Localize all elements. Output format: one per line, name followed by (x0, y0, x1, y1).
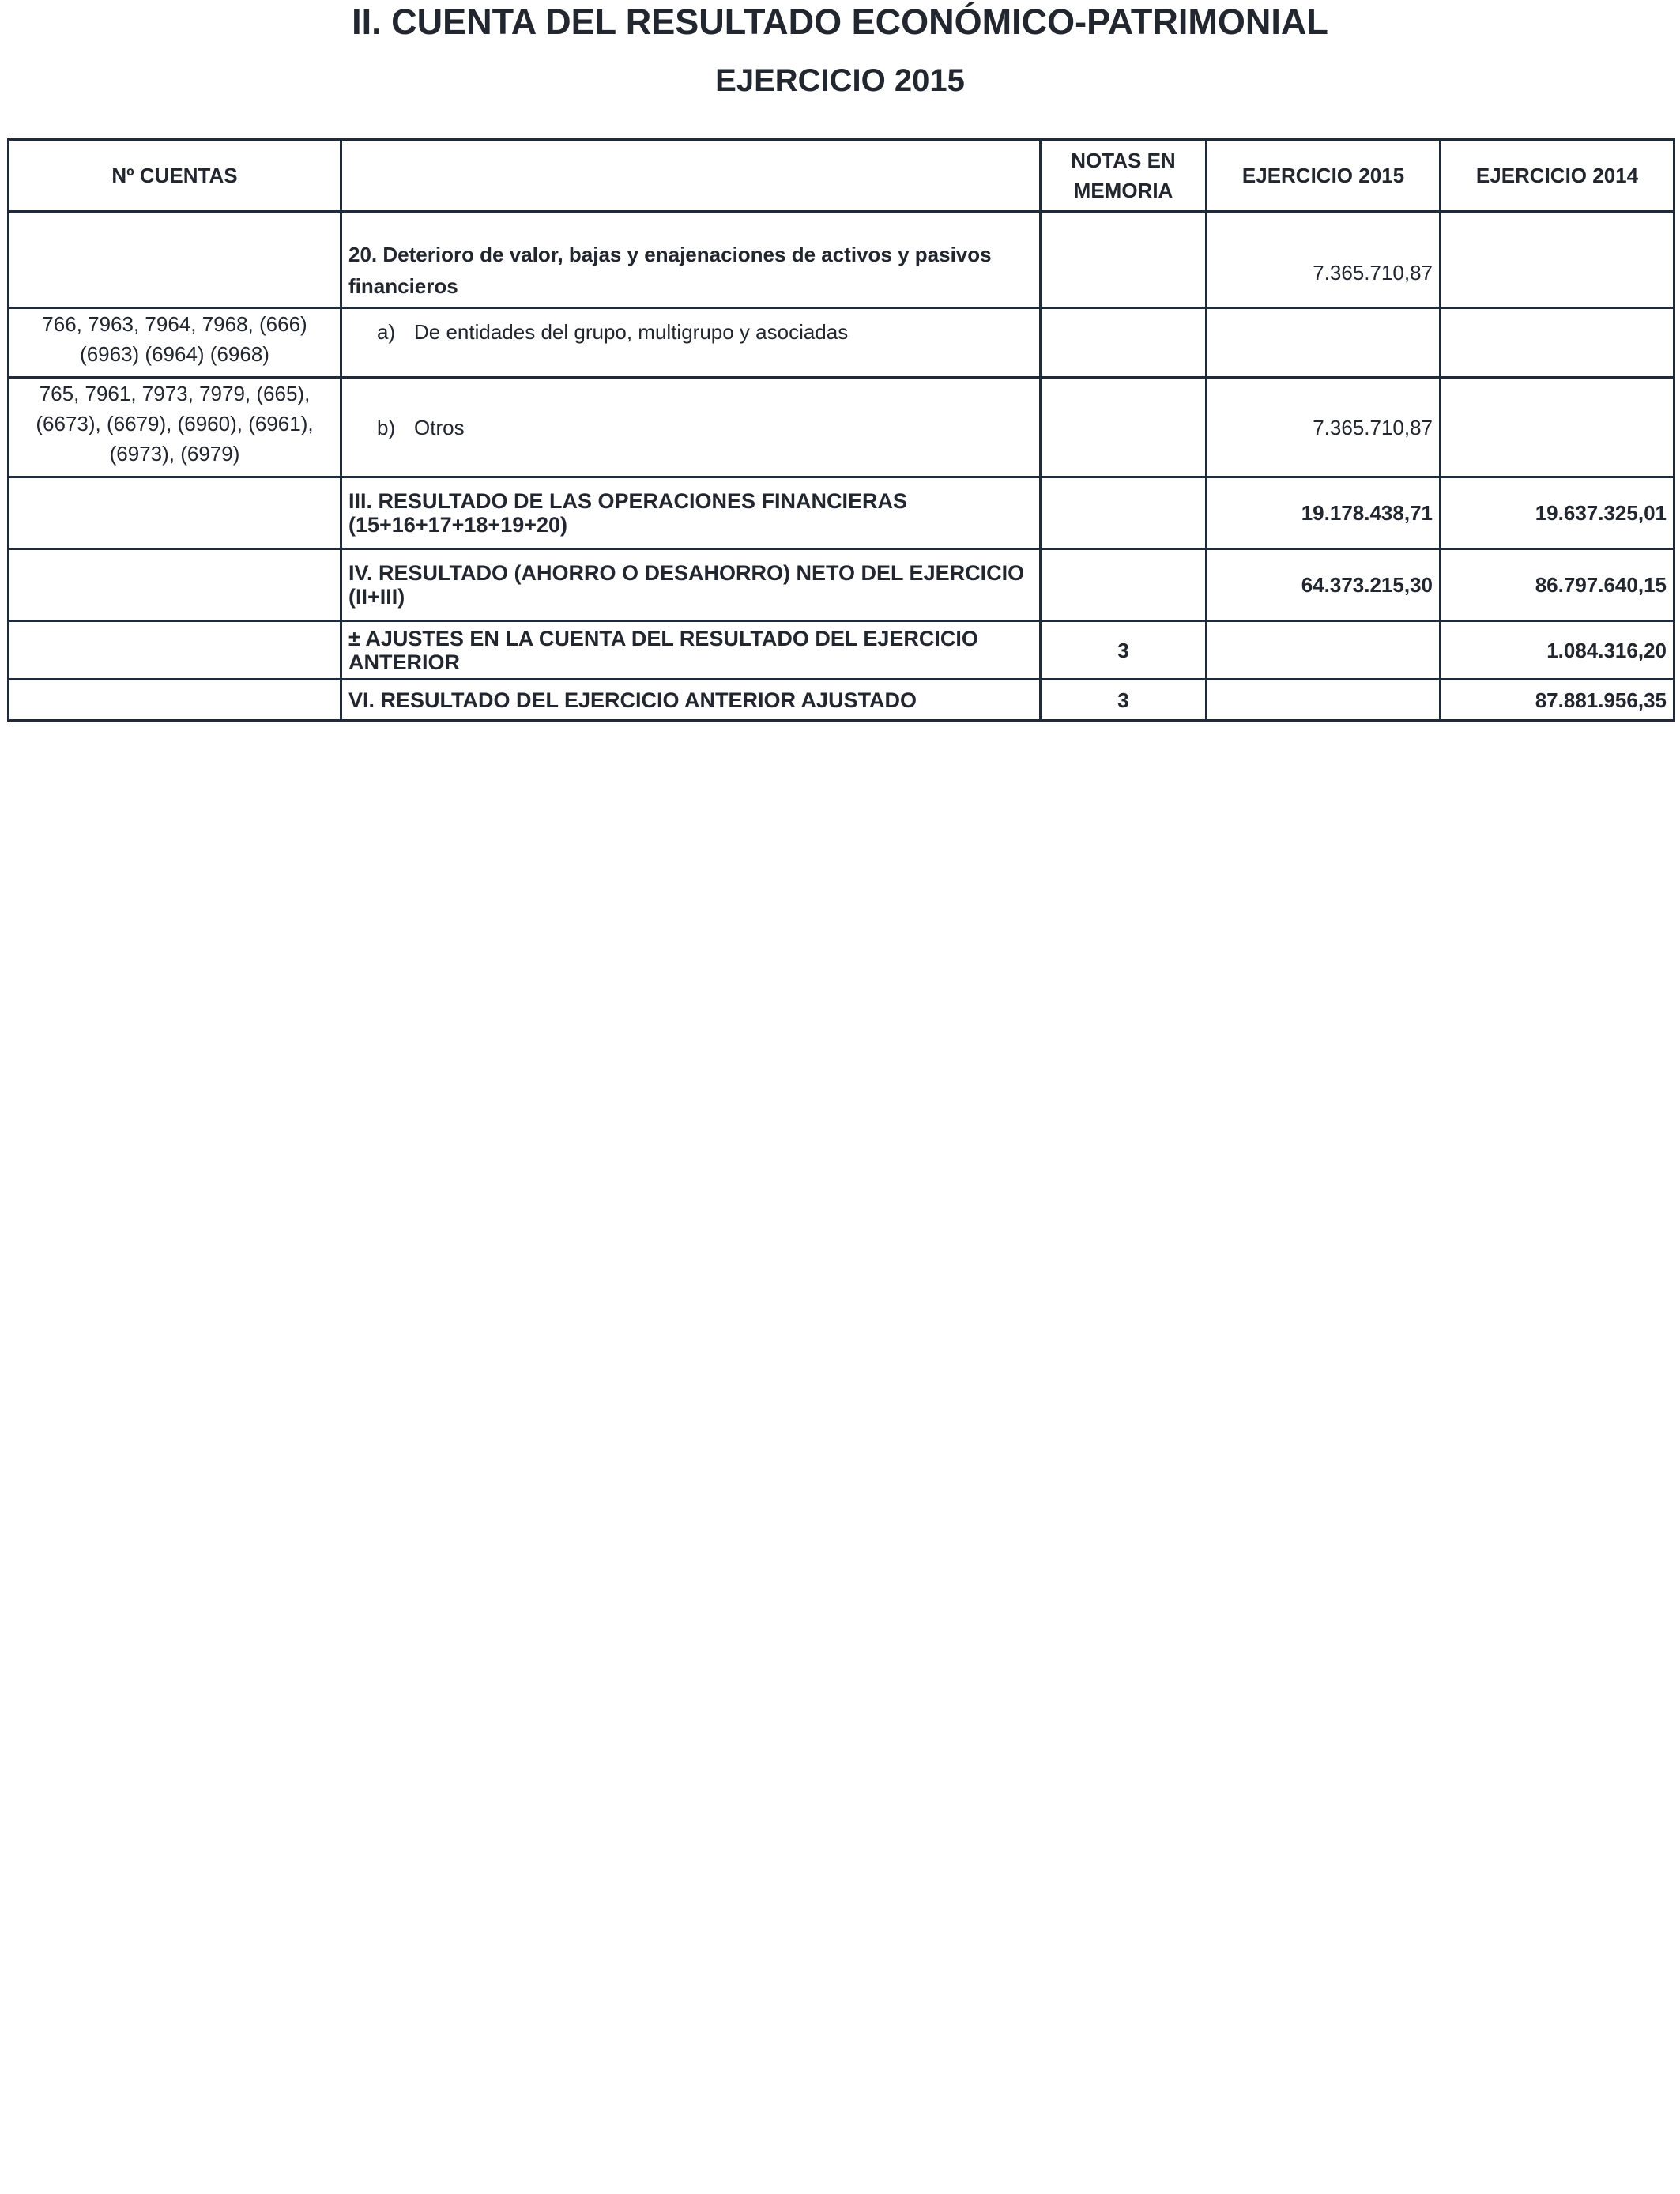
item-b-2015: 7.365.710,87 (1207, 378, 1441, 477)
table-row (9, 308, 1674, 378)
col-header-accounts: Nº CUENTAS (9, 140, 341, 212)
total-iv-2014: 86.797.640,15 (1441, 549, 1674, 621)
total-vi-description: VI. RESULTADO DEL EJERCICIO ANTERIOR AJUSTADO (341, 680, 1041, 721)
table-row (9, 549, 1674, 621)
table-row (9, 477, 1674, 549)
section-20-2014 (1441, 212, 1674, 308)
accounts-cell (9, 477, 341, 549)
item-b-description-cell (341, 378, 1041, 477)
adjustments-2015 (1207, 621, 1441, 680)
notes-cell (1041, 212, 1207, 308)
item-a-description: De entidades del grupo, multigrupo y asociadas (414, 320, 849, 344)
table-row (9, 378, 1674, 477)
total-iv-notes (1041, 549, 1207, 621)
item-a-accounts: 766, 7963, 7964, 7968, (666) (6963) (6964) (6968) (9, 308, 341, 378)
total-iii-2014: 19.637.325,01 (1441, 477, 1674, 549)
item-b-accounts: 765, 7961, 7973, 7979, (665), (6673), (6679), (6960), (6961), (6973), (6979) (9, 378, 341, 477)
section-20-description: 20. Deterioro de valor, bajas y enajenaciones de activos y pasivos financieros (341, 212, 1041, 308)
table-row (9, 621, 1674, 680)
adjustments-description: ± AJUSTES EN LA CUENTA DEL RESULTADO DEL EJERCICIO ANTERIOR (341, 621, 1041, 680)
notes-header-text: NOTAS EN MEMORIA (1071, 149, 1176, 202)
table-header-row (9, 140, 1674, 212)
item-a-description-cell (341, 308, 1041, 378)
accounts-cell (9, 212, 341, 308)
report-subtitle: EJERCICIO 2015 (715, 63, 965, 98)
col-header-description (341, 140, 1041, 212)
total-iv-description: IV. RESULTADO (AHORRO O DESAHORRO) NETO DEL EJERCICIO (II+III) (341, 549, 1041, 621)
notes-cell (1041, 308, 1207, 378)
item-b-2014 (1441, 378, 1674, 477)
col-header-notes (1041, 140, 1207, 212)
table-row (9, 680, 1674, 721)
notes-cell (1041, 378, 1207, 477)
item-b-letter: b) (377, 415, 396, 439)
col-header-2014: EJERCICIO 2014 (1441, 140, 1674, 212)
total-vi-2014: 87.881.956,35 (1441, 680, 1674, 721)
table-row (9, 212, 1674, 308)
accounts-cell (9, 680, 341, 721)
item-a-letter: a) (377, 320, 396, 344)
item-a-2014 (1441, 308, 1674, 378)
total-iv-2015: 64.373.215,30 (1207, 549, 1441, 621)
accounts-cell (9, 621, 341, 680)
report-title: II. CUENTA DEL RESULTADO ECONÓMICO-PATRIMONIAL (352, 2, 1328, 42)
total-iii-description: III. RESULTADO DE LAS OPERACIONES FINANCIERAS (15+16+17+18+19+20) (341, 477, 1041, 549)
total-iii-2015: 19.178.438,71 (1207, 477, 1441, 549)
total-vi-notes: 3 (1041, 680, 1207, 721)
adjustments-notes: 3 (1041, 621, 1207, 680)
accounts-cell (9, 549, 341, 621)
adjustments-2014: 1.084.316,20 (1441, 621, 1674, 680)
item-b-description: Otros (414, 415, 465, 439)
section-20-2015: 7.365.710,87 (1207, 212, 1441, 308)
total-iii-notes (1041, 477, 1207, 549)
results-table (7, 138, 1675, 722)
col-header-2015: EJERCICIO 2015 (1207, 140, 1441, 212)
item-a-2015 (1207, 308, 1441, 378)
total-vi-2015 (1207, 680, 1441, 721)
